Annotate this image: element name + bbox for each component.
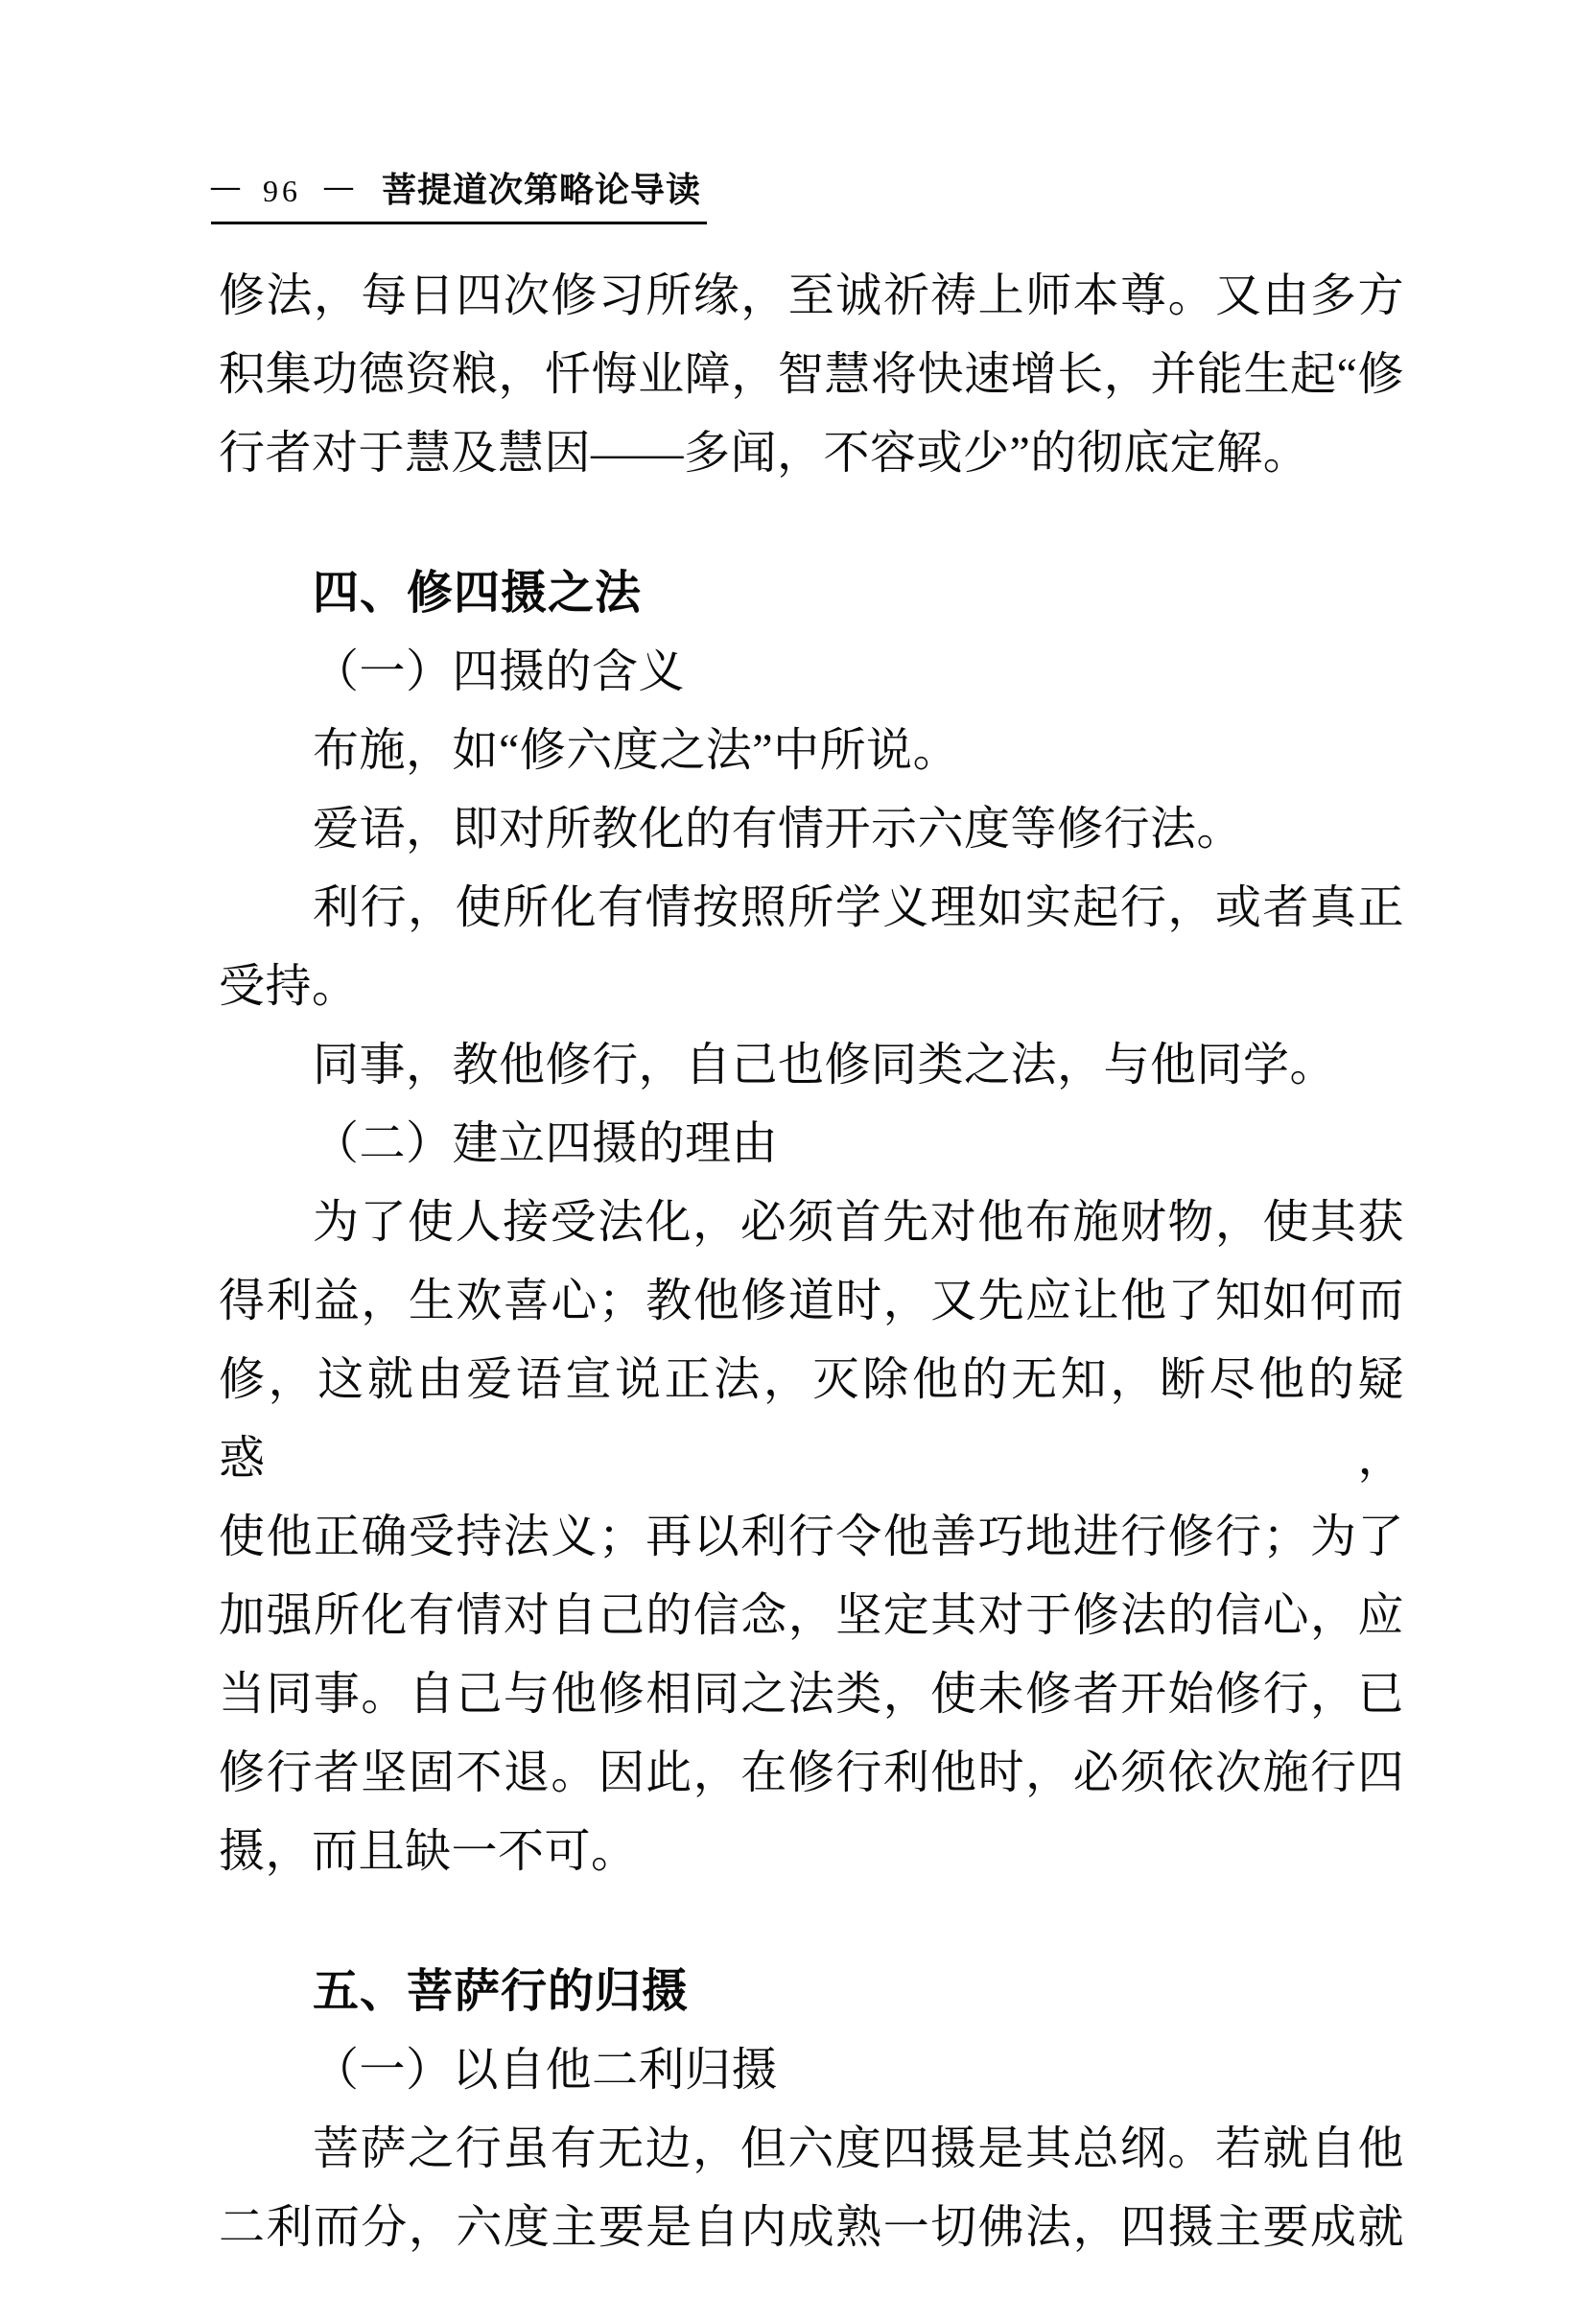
text-line: 得利益，生欢喜心；教他修道时，又先应让他了知如何而 <box>219 1276 1404 1326</box>
running-header <box>211 163 707 224</box>
text-lines-container <box>219 257 1404 2267</box>
text-line: （二）建立四摄的理由 <box>313 1118 779 1169</box>
page-number: 96 <box>263 174 301 208</box>
text-line: 菩萨之行虽有无边，但六度四摄是其总纲。若就自他 <box>313 2123 1404 2174</box>
text-line: 修行者坚固不退。因此，在修行利他时，必须依次施行四 <box>219 1747 1404 1798</box>
text-line: 为了使人接受法化，必须首先对他布施财物，使其获 <box>313 1197 1404 1248</box>
text-line: 爱语，即对所教化的有情开示六度等修行法。 <box>313 804 1244 855</box>
section-heading: 四、修四摄之法 <box>313 568 643 619</box>
book-title: 菩提道次第略论导读 <box>382 171 702 209</box>
header-dash-left: — <box>211 171 240 202</box>
text-line: 使他正确受持法义；再以利行令他善巧地进行修行；为了 <box>219 1512 1404 1562</box>
text-line: 受持。 <box>219 961 359 1012</box>
text-line: 修法，每日四次修习所缘，至诚祈祷上师本尊。又由多方 <box>219 270 1404 321</box>
text-line: 积集功德资粮，忏悔业障，智慧将快速增长，并能生起“修 <box>219 349 1404 400</box>
text-line: 行者对于慧及慧因——多闻，不容或少”的彻底定解。 <box>219 428 1310 479</box>
text-line: （一）以自他二利归摄 <box>313 2045 779 2096</box>
header-dash-right: — <box>324 171 353 202</box>
text-line: 修，这就由爱语宣说正法，灭除他的无知，断尽他的疑惑， <box>219 1354 1404 1484</box>
text-line: 当同事。自己与他修相同之法类，使未修者开始修行，已 <box>219 1669 1404 1720</box>
section-heading: 五、菩萨行的归摄 <box>313 1966 690 2017</box>
text-line: 同事，教他修行，自己也修同类之法，与他同学。 <box>313 1040 1337 1090</box>
text-line: 加强所化有情对自己的信念，坚定其对于修法的信心，应 <box>219 1590 1404 1641</box>
text-line: （一）四摄的含义 <box>313 646 686 697</box>
text-line: 二利而分，六度主要是自内成熟一切佛法，四摄主要成就 <box>219 2202 1404 2253</box>
text-line: 利行，使所化有情按照所学义理如实起行，或者真正 <box>313 882 1404 933</box>
text-line: 摄，而且缺一不可。 <box>219 1826 638 1877</box>
text-line: 布施，如“修六度之法”中所说。 <box>313 725 960 776</box>
